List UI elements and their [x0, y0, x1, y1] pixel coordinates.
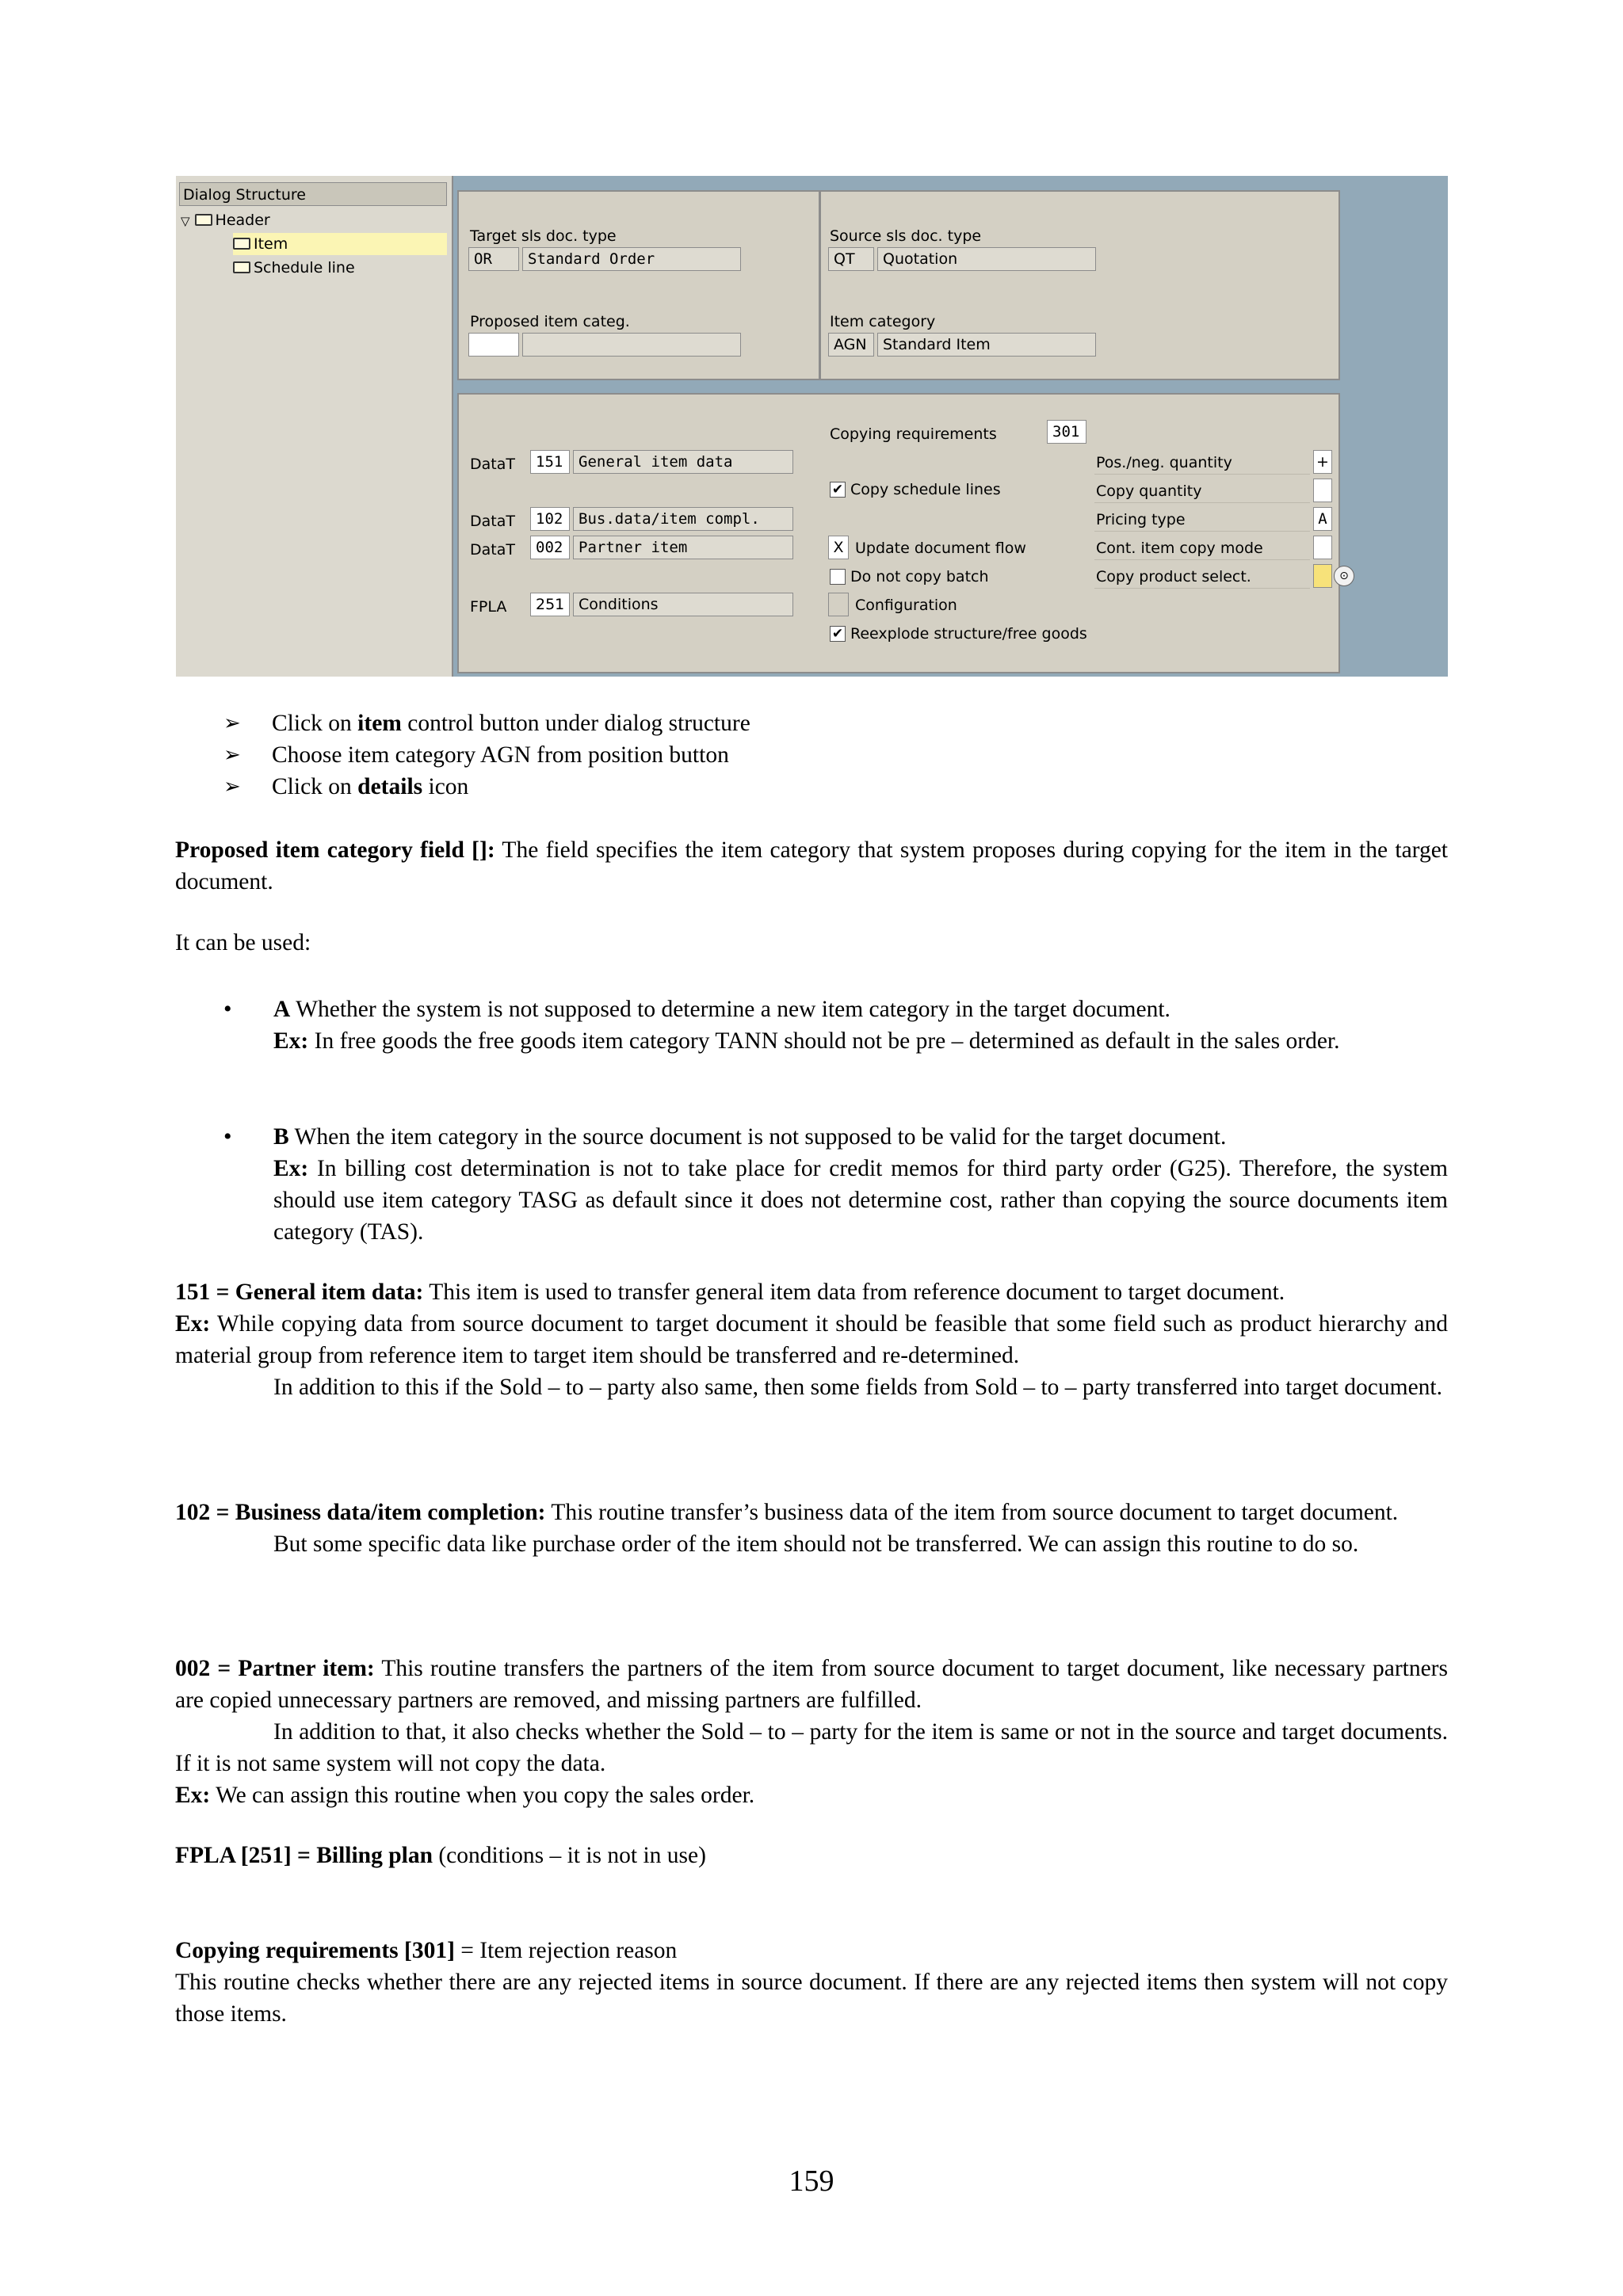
data-transfer-002-code[interactable]: 002	[530, 536, 570, 559]
copying-requirements-section: Copying requirements [301] = Item rejection reason This routine checks whether there are any rejected items in source document. If there are any rejected items then system will not copy those items.	[175, 1938, 1448, 2027]
item-category-code[interactable]: AGN	[828, 333, 874, 357]
tree-item-label: Item	[254, 235, 288, 253]
configuration-input[interactable]	[828, 593, 849, 616]
business-data-section: 102 = Business data/item completion: This routine transfer’s business data of the item from source document to target document. But some specific data like purchase order of the item should not be transferred. We can assign this routine to do so.	[175, 1500, 1399, 1557]
general-item-data-section: 151 = General item data: This item is used to transfer general item data from reference document to target document. Ex: While copying data from source document to target document it should be feasible that some field such as product hierarchy and material group from reference item to target item should be transferred and re-determined. In addition to this if the Sold – to – party also same, then some fields from Sold – to – party transferred into target document.	[175, 1280, 1448, 1400]
copy-product-select-input[interactable]	[1313, 564, 1332, 588]
datat-label: DataT	[470, 541, 515, 559]
document-types-panel	[457, 190, 1340, 380]
row-separator	[1094, 502, 1310, 503]
folder-icon	[195, 214, 212, 226]
configuration-label: Configuration	[855, 597, 957, 614]
pricing-type-label: Pricing type	[1096, 511, 1186, 528]
bullet-dot: •	[223, 1123, 232, 1150]
pos-neg-quantity-label: Pos./neg. quantity	[1096, 454, 1232, 471]
tree-item-schedule-line[interactable]	[233, 257, 355, 279]
step-3: Click on details icon	[272, 774, 469, 799]
row-separator	[1094, 559, 1310, 560]
tree-item-label: Header	[215, 212, 270, 229]
target-doc-type-code[interactable]: OR	[468, 247, 519, 271]
fpla-label: FPLA	[470, 598, 507, 616]
arrow-bullet-icon: ➢	[223, 775, 241, 798]
it-can-be-used-paragraph: It can be used:	[175, 930, 311, 955]
reexplode-checkbox[interactable]: ✔	[830, 626, 846, 642]
row-separator	[1094, 531, 1310, 532]
update-document-flow-input[interactable]: X	[828, 536, 849, 559]
dialog-structure-tree	[175, 176, 453, 677]
billing-plan-paragraph: FPLA [251] = Billing plan (conditions – it is not in use)	[175, 1843, 706, 1868]
item-category-label: Item category	[830, 313, 936, 330]
target-doc-type-desc: Standard Order	[522, 247, 741, 271]
do-not-copy-batch-checkbox[interactable]	[830, 569, 846, 585]
tree-item-item[interactable]	[233, 233, 447, 255]
tree-item-header[interactable]	[181, 209, 270, 231]
open-folder-icon	[233, 238, 250, 250]
pricing-type-input[interactable]: A	[1313, 507, 1332, 531]
expand-triangle-icon[interactable]: ▽	[181, 214, 190, 228]
copy-control-panel	[457, 393, 1349, 673]
proposed-item-categ-label: Proposed item categ.	[470, 313, 630, 330]
copy-product-select-label: Copy product select.	[1096, 568, 1251, 585]
row-separator	[1094, 588, 1310, 589]
option-b-item: B When the item category in the source document is not supposed to be valid for the target document. Ex: In billing cost determination is not to take place for credit memos for third party order (G25). Therefore, the system should use item category TASG as default since it does not determine cost, rather than copying the source documents item category (TAS).	[273, 1124, 1448, 1245]
search-help-icon[interactable]: ⊙	[1334, 566, 1354, 586]
source-doc-type-label: Source sls doc. type	[830, 227, 982, 245]
proposed-item-category-paragraph: Proposed item category field []: The field specifies the item category that system proposes during copying for the item in the target document.	[175, 837, 1448, 894]
fpla-251-desc: Conditions	[573, 593, 793, 616]
copy-quantity-input[interactable]	[1313, 479, 1332, 502]
bullet-dot: •	[223, 996, 232, 1022]
item-category-desc: Standard Item	[877, 333, 1096, 357]
page-number: 159	[789, 2164, 834, 2198]
arrow-bullet-icon: ➢	[223, 743, 241, 766]
copying-requirements-label: Copying requirements	[830, 425, 997, 443]
data-transfer-102-code[interactable]: 102	[530, 507, 570, 531]
cont-item-copy-mode-label: Cont. item copy mode	[1096, 540, 1263, 557]
data-transfer-151-code[interactable]: 151	[530, 450, 570, 474]
target-doc-type-label: Target sls doc. type	[470, 227, 617, 245]
dialog-structure-title: Dialog Structure	[179, 182, 447, 206]
arrow-bullet-icon: ➢	[223, 711, 241, 734]
source-doc-type-desc: Quotation	[877, 247, 1096, 271]
folder-icon	[233, 261, 250, 273]
tree-item-label: Schedule line	[254, 259, 355, 277]
datat-label: DataT	[470, 513, 515, 530]
proposed-item-categ-input[interactable]	[468, 333, 519, 357]
partner-item-section: 002 = Partner item: This routine transfers the partners of the item from source document to target document, like necessary partners are copied unnecessary partners are removed, and missing partners are fulfilled. In addition to that, it also checks whether the Sold – to – party for the item is same or not in the source and target documents. If it is not same system will not copy the data. Ex: We can assign this routine when you copy the sales order.	[175, 1656, 1448, 1808]
cont-item-copy-mode-input[interactable]	[1313, 536, 1332, 559]
row-separator	[1094, 474, 1310, 475]
pos-neg-quantity-input[interactable]: +	[1313, 450, 1332, 474]
source-doc-type-code[interactable]: QT	[828, 247, 874, 271]
step-1: Click on item control button under dialog structure	[272, 711, 750, 736]
fpla-251-code[interactable]: 251	[530, 593, 570, 616]
panel-divider	[819, 192, 821, 379]
option-a-item: A Whether the system is not supposed to determine a new item category in the target document. Ex: In free goods the free goods item category TANN should not be pre – determined as default in the sales order.	[273, 997, 1340, 1054]
copying-requirements-input[interactable]: 301	[1047, 420, 1086, 444]
update-document-flow-label: Update document flow	[855, 540, 1026, 557]
reexplode-label: Reexplode structure/free goods	[850, 625, 1087, 643]
copy-schedule-lines-checkbox[interactable]: ✔	[830, 482, 846, 498]
copy-schedule-lines-label: Copy schedule lines	[850, 481, 1001, 498]
copy-quantity-label: Copy quantity	[1096, 482, 1202, 500]
sap-copy-control-screenshot	[175, 176, 1448, 677]
data-transfer-002-desc: Partner item	[573, 536, 793, 559]
step-2: Choose item category AGN from position button	[272, 742, 729, 768]
data-transfer-102-desc: Bus.data/item compl.	[573, 507, 793, 531]
do-not-copy-batch-label: Do not copy batch	[850, 568, 989, 585]
data-transfer-151-desc: General item data	[573, 450, 793, 474]
datat-label: DataT	[470, 456, 515, 473]
proposed-item-categ-desc	[522, 333, 741, 357]
